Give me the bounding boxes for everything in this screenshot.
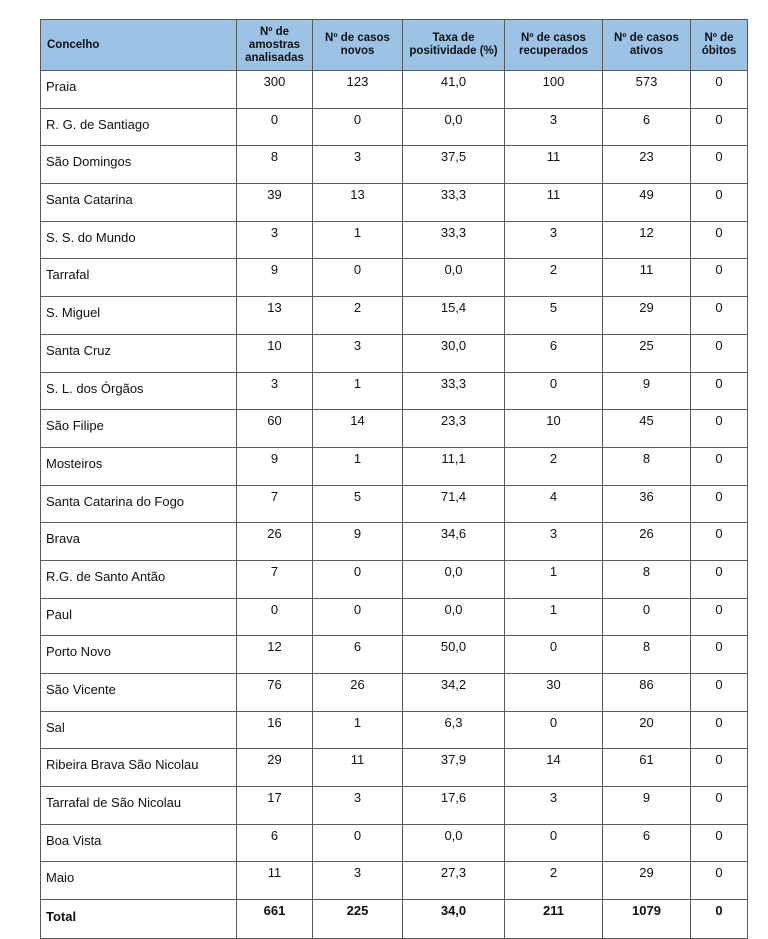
cell-casos-novos: 3 [313, 787, 403, 825]
cell-amostras: 11 [237, 862, 313, 900]
cell-concelho: São Filipe [41, 410, 237, 448]
cell-taxa-positividade: 11,1 [403, 447, 505, 485]
table-row [41, 711, 748, 749]
cell-amostras: 3 [237, 221, 313, 259]
cell-concelho: R.G. de Santo Antão [41, 560, 237, 598]
cell-casos-ativos: 45 [603, 410, 691, 448]
cell-casos-ativos: 9 [603, 787, 691, 825]
header-casos-novos: Nº de casos novos [313, 20, 403, 71]
cell-taxa-positividade: 0,0 [403, 259, 505, 297]
cell-amostras: 8 [237, 146, 313, 184]
cell-concelho: Sal [41, 711, 237, 749]
cell-concelho: Boa Vista [41, 824, 237, 862]
cell-amostras: 26 [237, 523, 313, 561]
cell-amostras: 17 [237, 787, 313, 825]
cell-taxa-positividade: 71,4 [403, 485, 505, 523]
total-cell-casos-ativos: 1079 [603, 900, 691, 939]
table-row [41, 221, 748, 259]
cell-amostras: 29 [237, 749, 313, 787]
cell-casos-novos: 3 [313, 862, 403, 900]
cell-concelho: S. L. dos Órgãos [41, 372, 237, 410]
total-row [41, 900, 748, 939]
cell-casos-novos: 123 [313, 71, 403, 109]
cell-obitos: 0 [691, 221, 748, 259]
cell-casos-ativos: 29 [603, 862, 691, 900]
cell-concelho: Paul [41, 598, 237, 636]
cell-casos-novos: 0 [313, 108, 403, 146]
cell-casos-novos: 3 [313, 334, 403, 372]
cell-casos-novos: 2 [313, 297, 403, 335]
cell-taxa-positividade: 34,6 [403, 523, 505, 561]
table-row [41, 749, 748, 787]
cell-taxa-positividade: 33,3 [403, 184, 505, 222]
cell-casos-novos: 0 [313, 560, 403, 598]
cell-casos-novos: 0 [313, 598, 403, 636]
cell-amostras: 16 [237, 711, 313, 749]
table-row [41, 598, 748, 636]
cell-taxa-positividade: 6,3 [403, 711, 505, 749]
table-row [41, 146, 748, 184]
table-row [41, 108, 748, 146]
cell-casos-novos: 5 [313, 485, 403, 523]
cell-amostras: 60 [237, 410, 313, 448]
cell-casos-novos: 1 [313, 711, 403, 749]
cell-casos-novos: 1 [313, 447, 403, 485]
cell-taxa-positividade: 41,0 [403, 71, 505, 109]
table-row [41, 787, 748, 825]
table-header-row [41, 20, 748, 71]
header-taxa-positividade: Taxa de positividade (%) [403, 20, 505, 71]
cell-casos-recuperados: 0 [505, 636, 603, 674]
cell-concelho: S. S. do Mundo [41, 221, 237, 259]
header-concelho: Concelho [41, 20, 237, 71]
cell-casos-novos: 26 [313, 674, 403, 712]
cell-casos-recuperados: 2 [505, 862, 603, 900]
cell-casos-recuperados: 1 [505, 560, 603, 598]
cell-taxa-positividade: 0,0 [403, 824, 505, 862]
cell-concelho: Santa Catarina do Fogo [41, 485, 237, 523]
cell-obitos: 0 [691, 862, 748, 900]
total-cell-casos-recuperados: 211 [505, 900, 603, 939]
total-cell-casos-novos: 225 [313, 900, 403, 939]
cell-obitos: 0 [691, 824, 748, 862]
cell-casos-recuperados: 14 [505, 749, 603, 787]
cell-casos-recuperados: 2 [505, 259, 603, 297]
cell-concelho: São Vicente [41, 674, 237, 712]
covid-cases-table [40, 19, 748, 939]
header-obitos: Nº de óbitos [691, 20, 748, 71]
cell-casos-recuperados: 11 [505, 146, 603, 184]
cell-obitos: 0 [691, 447, 748, 485]
cell-obitos: 0 [691, 297, 748, 335]
cell-casos-ativos: 6 [603, 108, 691, 146]
cell-casos-recuperados: 3 [505, 221, 603, 259]
total-cell-amostras: 661 [237, 900, 313, 939]
cell-concelho: Mosteiros [41, 447, 237, 485]
cell-concelho: Praia [41, 71, 237, 109]
cell-casos-novos: 1 [313, 372, 403, 410]
cell-obitos: 0 [691, 598, 748, 636]
cell-taxa-positividade: 0,0 [403, 560, 505, 598]
cell-taxa-positividade: 0,0 [403, 598, 505, 636]
cell-obitos: 0 [691, 108, 748, 146]
cell-obitos: 0 [691, 372, 748, 410]
cell-casos-ativos: 49 [603, 184, 691, 222]
cell-concelho: Tarrafal de São Nicolau [41, 787, 237, 825]
cell-obitos: 0 [691, 711, 748, 749]
cell-casos-recuperados: 100 [505, 71, 603, 109]
table-row [41, 862, 748, 900]
cell-casos-ativos: 8 [603, 447, 691, 485]
cell-casos-recuperados: 3 [505, 787, 603, 825]
cell-taxa-positividade: 33,3 [403, 221, 505, 259]
cell-casos-ativos: 0 [603, 598, 691, 636]
table-row [41, 259, 748, 297]
cell-casos-recuperados: 0 [505, 372, 603, 410]
cell-amostras: 6 [237, 824, 313, 862]
cell-taxa-positividade: 27,3 [403, 862, 505, 900]
cell-casos-ativos: 6 [603, 824, 691, 862]
cell-amostras: 7 [237, 485, 313, 523]
cell-amostras: 7 [237, 560, 313, 598]
cell-casos-recuperados: 2 [505, 447, 603, 485]
table-row [41, 824, 748, 862]
cell-amostras: 3 [237, 372, 313, 410]
table-row [41, 447, 748, 485]
table-row [41, 674, 748, 712]
table-row [41, 636, 748, 674]
cell-casos-recuperados: 6 [505, 334, 603, 372]
cell-casos-ativos: 23 [603, 146, 691, 184]
cell-concelho: Ribeira Brava São Nicolau [41, 749, 237, 787]
header-casos-recuperados: Nº de casos recuperados [505, 20, 603, 71]
table-row [41, 410, 748, 448]
cell-casos-recuperados: 10 [505, 410, 603, 448]
cell-casos-ativos: 8 [603, 560, 691, 598]
cell-casos-ativos: 8 [603, 636, 691, 674]
cell-concelho: Santa Catarina [41, 184, 237, 222]
cell-concelho: Brava [41, 523, 237, 561]
table-row [41, 71, 748, 109]
cell-taxa-positividade: 15,4 [403, 297, 505, 335]
cell-casos-ativos: 25 [603, 334, 691, 372]
cell-obitos: 0 [691, 674, 748, 712]
cell-taxa-positividade: 0,0 [403, 108, 505, 146]
cell-amostras: 76 [237, 674, 313, 712]
table-row [41, 297, 748, 335]
header-casos-ativos: Nº de casos ativos [603, 20, 691, 71]
cell-amostras: 39 [237, 184, 313, 222]
table-row [41, 560, 748, 598]
cell-casos-recuperados: 0 [505, 711, 603, 749]
cell-casos-novos: 11 [313, 749, 403, 787]
cell-obitos: 0 [691, 749, 748, 787]
cell-taxa-positividade: 50,0 [403, 636, 505, 674]
cell-amostras: 10 [237, 334, 313, 372]
cell-obitos: 0 [691, 71, 748, 109]
cell-casos-ativos: 11 [603, 259, 691, 297]
cell-concelho: R. G. de Santiago [41, 108, 237, 146]
cell-casos-novos: 6 [313, 636, 403, 674]
cell-casos-recuperados: 5 [505, 297, 603, 335]
total-cell-obitos: 0 [691, 900, 748, 939]
table-row [41, 184, 748, 222]
cell-casos-recuperados: 3 [505, 523, 603, 561]
cell-amostras: 9 [237, 447, 313, 485]
cell-casos-ativos: 29 [603, 297, 691, 335]
table-row [41, 485, 748, 523]
cell-taxa-positividade: 30,0 [403, 334, 505, 372]
cell-casos-recuperados: 1 [505, 598, 603, 636]
cell-taxa-positividade: 37,9 [403, 749, 505, 787]
cell-taxa-positividade: 23,3 [403, 410, 505, 448]
cell-casos-ativos: 12 [603, 221, 691, 259]
cell-casos-recuperados: 0 [505, 824, 603, 862]
cell-casos-recuperados: 30 [505, 674, 603, 712]
cell-obitos: 0 [691, 259, 748, 297]
cell-obitos: 0 [691, 636, 748, 674]
cell-amostras: 0 [237, 108, 313, 146]
table-row [41, 523, 748, 561]
cell-concelho: S. Miguel [41, 297, 237, 335]
cell-concelho: São Domingos [41, 146, 237, 184]
cell-casos-novos: 0 [313, 259, 403, 297]
cell-taxa-positividade: 37,5 [403, 146, 505, 184]
cell-concelho: Santa Cruz [41, 334, 237, 372]
cell-obitos: 0 [691, 787, 748, 825]
cell-amostras: 300 [237, 71, 313, 109]
cell-casos-novos: 9 [313, 523, 403, 561]
cell-obitos: 0 [691, 485, 748, 523]
cell-concelho: Maio [41, 862, 237, 900]
cell-casos-recuperados: 11 [505, 184, 603, 222]
cell-concelho: Porto Novo [41, 636, 237, 674]
cell-obitos: 0 [691, 146, 748, 184]
cell-casos-ativos: 86 [603, 674, 691, 712]
cell-casos-novos: 14 [313, 410, 403, 448]
table-row [41, 372, 748, 410]
cell-casos-novos: 1 [313, 221, 403, 259]
cell-casos-novos: 0 [313, 824, 403, 862]
cell-obitos: 0 [691, 184, 748, 222]
cell-taxa-positividade: 33,3 [403, 372, 505, 410]
cell-obitos: 0 [691, 523, 748, 561]
cell-casos-novos: 13 [313, 184, 403, 222]
table-container [40, 19, 748, 939]
cell-concelho: Tarrafal [41, 259, 237, 297]
cell-casos-ativos: 36 [603, 485, 691, 523]
cell-casos-ativos: 26 [603, 523, 691, 561]
cell-casos-novos: 3 [313, 146, 403, 184]
header-amostras: Nº de amostras analisadas [237, 20, 313, 71]
cell-obitos: 0 [691, 410, 748, 448]
cell-amostras: 12 [237, 636, 313, 674]
cell-obitos: 0 [691, 334, 748, 372]
table-row [41, 334, 748, 372]
cell-casos-ativos: 9 [603, 372, 691, 410]
cell-amostras: 0 [237, 598, 313, 636]
cell-taxa-positividade: 17,6 [403, 787, 505, 825]
cell-casos-recuperados: 3 [505, 108, 603, 146]
cell-casos-ativos: 573 [603, 71, 691, 109]
cell-amostras: 9 [237, 259, 313, 297]
cell-casos-ativos: 61 [603, 749, 691, 787]
cell-casos-recuperados: 4 [505, 485, 603, 523]
cell-taxa-positividade: 34,2 [403, 674, 505, 712]
total-cell-taxa-positividade: 34,0 [403, 900, 505, 939]
total-cell-concelho: Total [41, 900, 237, 939]
cell-amostras: 13 [237, 297, 313, 335]
cell-casos-ativos: 20 [603, 711, 691, 749]
cell-obitos: 0 [691, 560, 748, 598]
